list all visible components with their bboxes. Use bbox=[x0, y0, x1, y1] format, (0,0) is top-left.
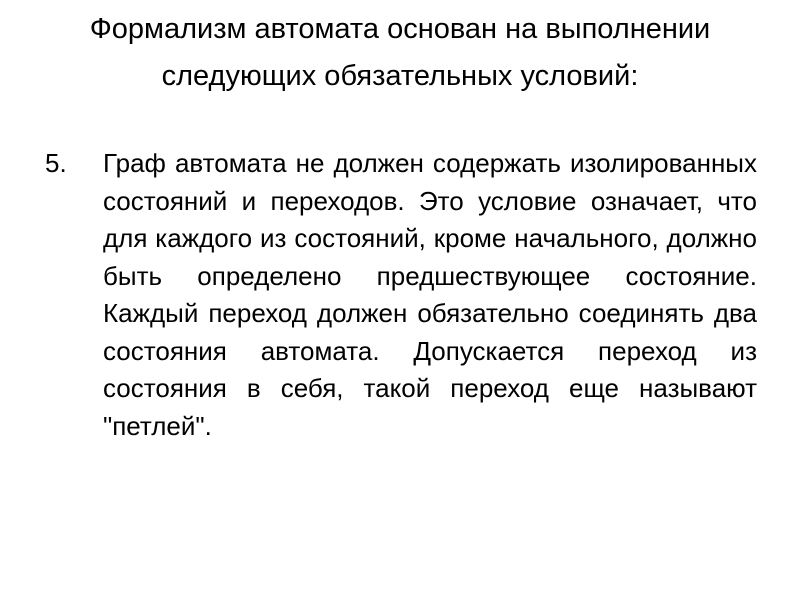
item-number: 5. bbox=[45, 148, 67, 178]
slide-title: Формализм автомата основан на выполнении следующих обязательных условий: bbox=[89, 13, 711, 92]
item-text: Граф автомата не должен содержать изолированных состояний и переходов. Это условие означает, что для каждого из состояний, кроме начального, должно быть определено предшествующее состояние. Каждый переход должен обязательно соединять два состояния автомата. Допускается переход из состояния в себя, такой переход еще называют "петлей". bbox=[103, 148, 757, 441]
conditions-list bbox=[45, 145, 757, 445]
list-item bbox=[45, 145, 757, 445]
